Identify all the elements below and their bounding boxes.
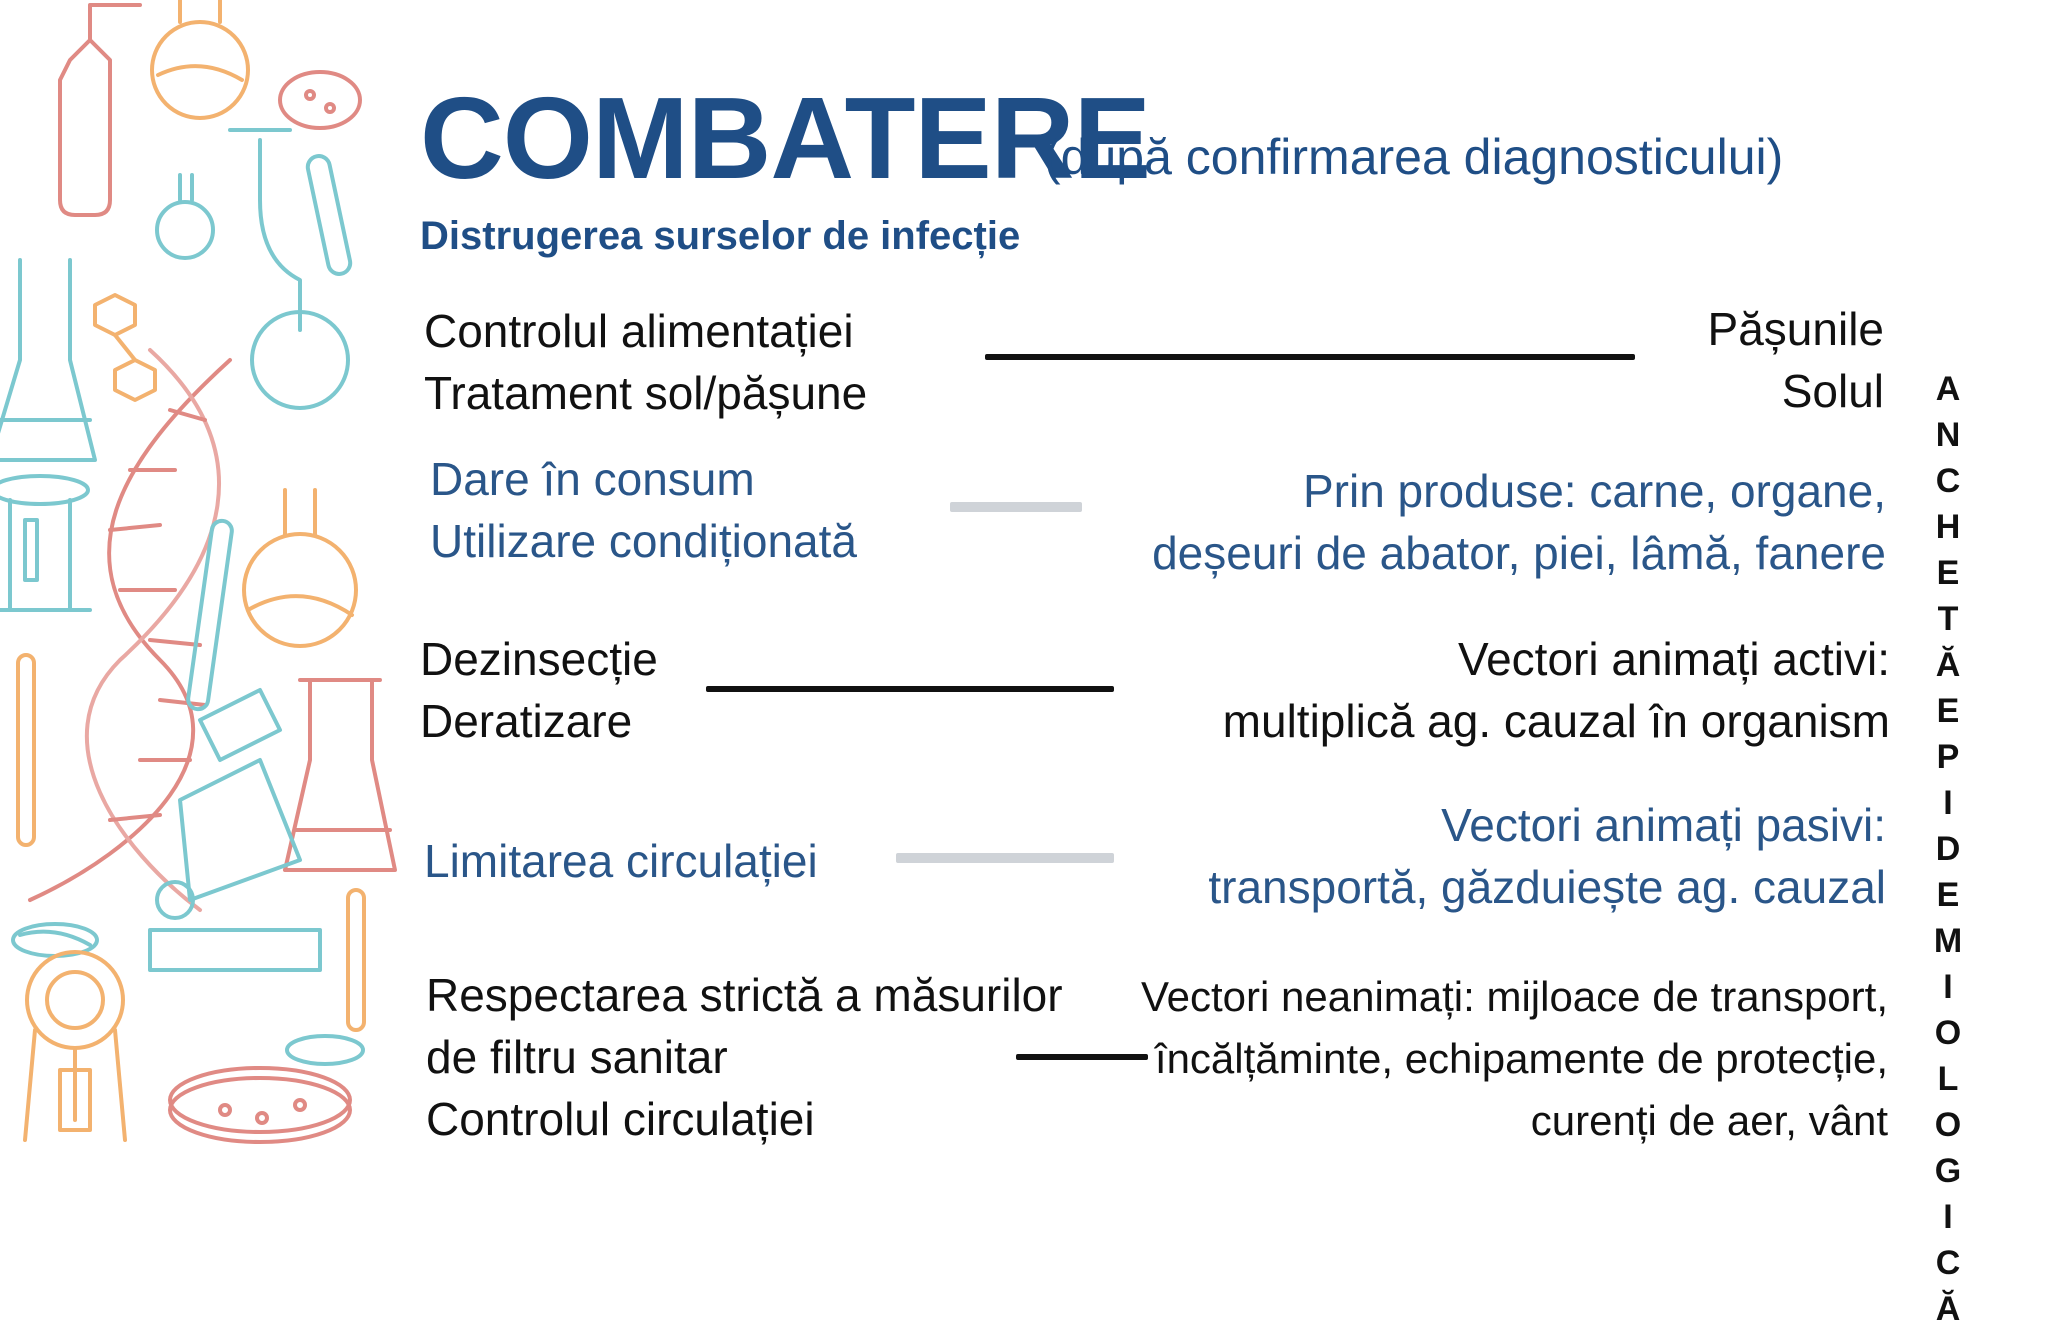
measure-text: Dezinsecție [420,633,658,685]
source-text: Pășunile [1707,303,1884,355]
measure-text: Limitarea circulației [424,835,818,887]
source-text: multiplică ag. cauzal în organism [1222,695,1890,747]
connector-line [706,686,1114,692]
small-flask-icon [157,175,213,258]
connector-line [950,502,1082,512]
row-2-sources [1152,460,1886,584]
measure-text: Tratament sol/pășune [424,367,868,419]
round-flask-icon [152,0,248,118]
wash-bottle-icon [60,5,140,215]
glass-tube-icon [187,520,233,711]
connector-line [1016,1054,1148,1060]
source-text: Vectori neanimați: mijloace de transport, [1140,973,1888,1020]
row-2-measures [430,448,857,572]
measure-text: Controlul alimentației [424,305,854,357]
conical-flask-icon [285,680,395,870]
measure-text: Respectarea strictă a măsurilor [426,969,1063,1021]
boiling-flask-icon [244,490,356,646]
lab-illustration [0,0,400,1152]
source-text: Vectori animați pasivi: [1441,799,1886,851]
row-1-sources [1708,298,1884,422]
measure-text: Controlul circulației [426,1093,815,1145]
source-text: transportă, găzduiește ag. cauzal [1208,861,1886,913]
section-heading: Distrugerea surselor de infecție [420,214,1021,258]
source-text: curenți de aer, vânt [1530,1097,1888,1144]
source-text: Vectori animați activi: [1457,633,1890,685]
molecule-icon [95,295,155,400]
measure-text: Utilizare condiționată [430,515,858,567]
connector-line [896,853,1114,863]
erlenmeyer-flask-icon [0,260,95,460]
measure-text: Dare în consum [430,453,755,505]
row-4-measures [424,830,818,892]
ring-stand-icon [0,476,90,610]
row-3-measures [420,628,658,752]
row-5-measures [426,964,1063,1150]
measure-text: de filtru sanitar [426,1031,728,1083]
row-4-sources [1208,794,1886,918]
vertical-label: ANCHETĂEPIDEMIOLOGICĂ [1929,370,1967,1336]
connector-line [985,354,1635,360]
measure-text: Deratizare [420,695,633,747]
source-text: Prin produse: carne, organe, [1302,465,1886,517]
source-text: încălțăminte, echipamente de protecție, [1154,1035,1888,1082]
bacteria-icon [280,72,360,128]
source-text: Solul [1781,365,1884,417]
dna-helix-icon [30,350,230,910]
bacteria-3-icon [287,1036,363,1064]
burner-icon [25,952,125,1140]
test-tube-icon [306,154,352,276]
row-5-sources [1141,966,1888,1152]
page-title: COMBATERE [420,73,1150,203]
source-text: deșeuri de abator, piei, lâmă, fanere [1152,527,1886,579]
row-3-sources [1223,628,1890,752]
petri-dish-icon [170,1068,350,1142]
row-1-measures [424,300,867,424]
page-subtitle: (după confirmarea diagnosticului) [1044,129,1784,185]
